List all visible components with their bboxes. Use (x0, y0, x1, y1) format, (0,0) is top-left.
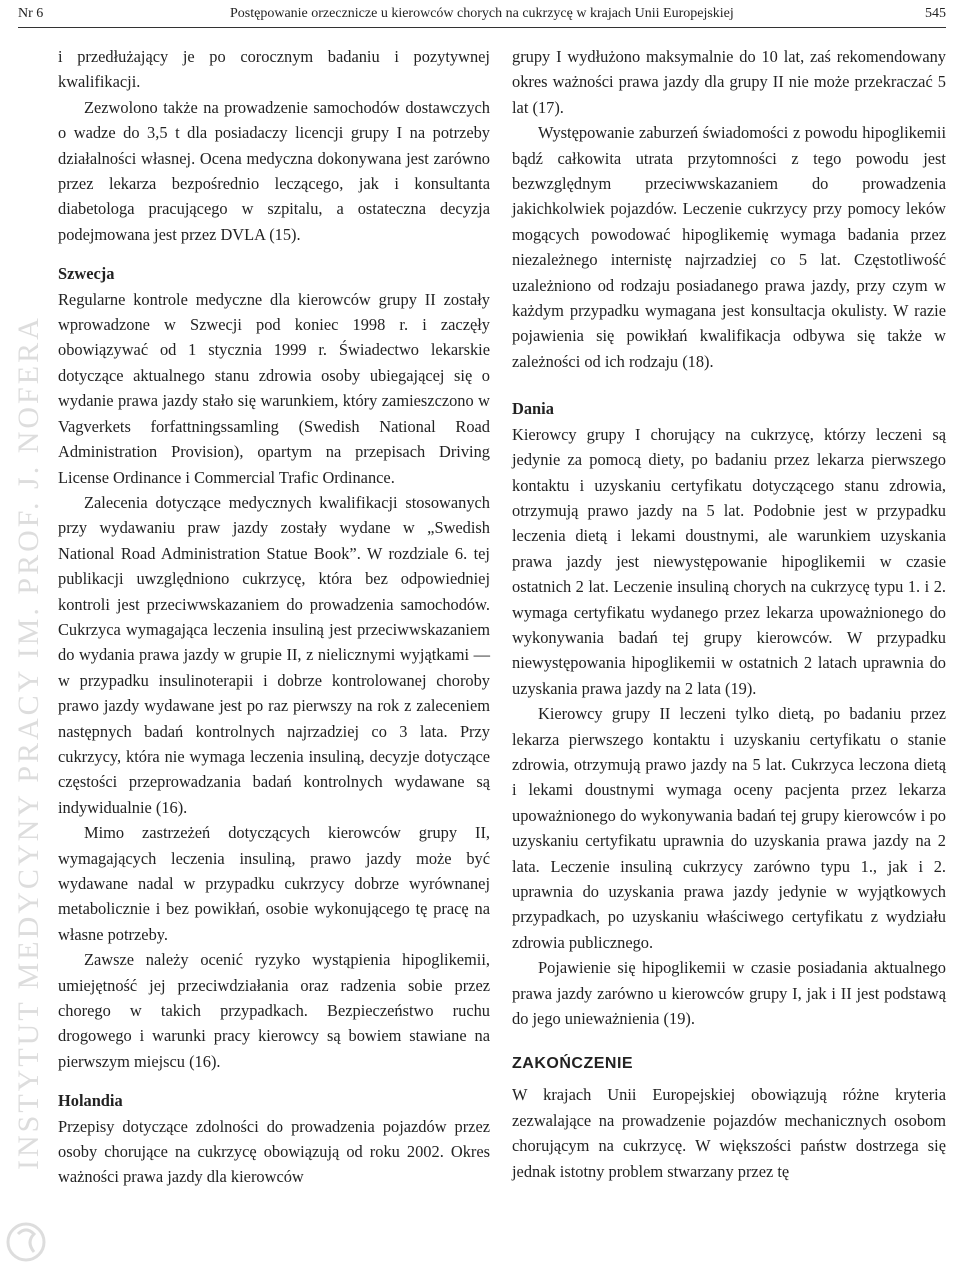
section-heading-szwecja: Szwecja (58, 264, 115, 284)
section-heading-holandia: Holandia (58, 1091, 123, 1111)
paragraph: Zalecenia dotyczące medycznych kwalifikacji stosowanych przy wydawaniu praw jazdy zostały wydane w „Swedish National Road Administration Statue Book”. W rozdziale 6. tej publikacji uwzględniono cukrzycę, która bez odpowiedniej kontroli jest przeciwwskazaniem do prowadzenia samochodów. Cukrzyca wymagająca leczenia insuliną jest przeciwwskazaniem do wydania prawa jazdy w grupie II, z nielicznymi wyjątkami — w przypadku insulinoterapii i dobrze kontrolowanej choroby prawo jazdy wydawane jest po raz pierwszy na rok z zaleceniem następnych badań kontrolnych najrzadziej co 3 lata. Przy cukrzycy, która nie wymaga leczenia insuliną, decyzje dotyczące częstości przeprowadzania badań kontrolnych wydawane są indywidualnie (16). (58, 492, 490, 817)
paragraph: Pojawienie się hipoglikemii w czasie posiadania aktualnego prawa jazdy zarówno u kierowców grupy I, jak i II jest podstawą do jego unieważnienia (19). (512, 958, 946, 1029)
section-heading-dania: Dania (512, 399, 554, 419)
paragraph: Zezwolono także na prowadzenie samochodów dostawczych o wadze do 3,5 t dla posiadaczy licencji grupy I na potrzeby działalności własnej. Ocena medyczna dokonywana jest zarówno przez lekarza bezpośrednio leczącego, jak i konsultanta diabetologa pracującego w szpitalu, a ostateczna decyzja podejmowana jest przez DVLA (15). (58, 97, 490, 244)
paragraph: i przedłużający je po corocznym badaniu i pozytywnej kwalifikacji. (58, 47, 490, 92)
running-title: Postępowanie orzecznicze u kierowców chorych na cukrzycę w krajach Unii Europejskiej (230, 6, 734, 21)
paragraph: W krajach Unii Europejskiej obowiązują różne kryteria zezwalające na prowadzenie pojazdów mechanicznych osobom chorującym na cukrzycę. W większości państw dostrzega się jednak istotny problem stwarzany przez tę (512, 1085, 946, 1181)
paragraph: grupy I wydłużono maksymalnie do 10 lat, zaś rekomendowany okres ważności prawa jazdy dla grupy II nie może przekraczać 5 lat (17). (512, 47, 946, 117)
paragraph: Występowanie zaburzeń świadomości z powodu hipoglikemii bądź całkowita utrata przytomności z tego powodu jest bezwzględnym przeciwwskazaniem do prowadzenia jakichkolwiek pojazdów. Leczenie cukrzycy przy pomocy leków mogących powodować hipoglikemię wymaga badania przez niezależnego internistę najrzadziej co 5 lat. Częstotliwość uzależniono od rodzaju posiadanego prawa jazdy, przy czym w każdym przypadku wymagana jest konsultacja okulisty. W razie pojawienia się powikłań kwalifikacja odbywa się także w zależności od ich rodzaju (18). (512, 123, 946, 371)
issue-number: Nr 6 (18, 6, 44, 21)
left-column (58, 44, 490, 1190)
watermark-text: INSTYTUT MEDYCYNY PRACY IM. PROF. J. NOFERA (12, 315, 45, 1170)
paragraph: Kierowcy grupy I chorujący na cukrzycę, którzy leczeni są jedynie za pomocą diety, po badaniu przez lekarza pierwszego kontaktu i uzyskaniu certyfikatu dotyczącego stanu zdrowia, otrzymują prawo jazdy na 5 lat. Podobnie jest w przypadku leczenia dietą i lekami doustnymi, ale warunkiem uzyskania prawa jazdy jest niewystępowanie hipoglikemii w czasie ostatnich 2 lat. Leczenie insuliną chorych na cukrzycę typu 1. i 2. wymaga certyfikatu wydanego przez lekarza upoważnionego do wykonywania badań tej grupy kierowców. W przypadku niewystępowania hipoglikemii w ostatnich 2 latach uprawnia do uzyskania prawa jazdy na 2 lata (19). (512, 424, 946, 698)
paragraph: Przepisy dotyczące zdolności do prowadzenia pojazdów przez osoby chorujące na cukrzycę obowiązują od roku 2002. Okres ważności prawa jazdy dla kierowców (58, 1116, 490, 1187)
header-rule (18, 27, 946, 28)
paragraph: Regularne kontrole medyczne dla kierowców grupy II zostały wprowadzone w Szwecji pod koniec 1998 r. i zaczęły obowiązywać od 1 stycznia 1999 r. Świadectwo lekarskie dotyczące aktualnego stanu zdrowia osoby ubiegającej się o wydanie prawa jazdy stało się warunkiem, który zamieszczono w Vagverkets forfattningssamling (Swedish National Road Administration Provision), opartym na przepisach Driving License Ordinance i Commercial Trafic Ordinance. (58, 289, 490, 487)
page-number: 545 (925, 6, 946, 21)
paragraph: Kierowcy grupy II leczeni tylko dietą, po badaniu przez lekarza pierwszego kontaktu i uzyskaniu certyfikatu o stanie zdrowia, otrzymują prawo jazdy na 5 lat. Cukrzyca leczona dietą i lekami doustnymi wymaga oceny pacjenta przez lekarza upoważnionego do wykonywania badań tej grupy kierowców i po uzyskaniu certyfikatu uprawnia do uzyskania prawa jazdy na 2 lata. Leczenie insuliną cukrzycy zarówno typu 1., jak i 2. uprawnia do uzyskania prawa jazdy jedynie w wyjątkowych przypadkach, po uzyskaniu właściwego certyfikatu z wydziału zdrowia publicznego. (512, 704, 946, 952)
section-heading-zakonczenie: ZAKOŃCZENIE (512, 1055, 634, 1073)
paragraph: Zawsze należy ocenić ryzyko wystąpienia hipoglikemii, umiejętność jej przeciwdziałania oraz radzenia sobie przez chorego w takich przypadkach. Bezpieczeństwo ruchu drogowego i warunki pracy kierowcy są bowiem stawiane na pierwszym miejscu (16). (58, 950, 490, 1071)
right-column (512, 44, 946, 1184)
paragraph: Mimo zastrzeżeń dotyczących kierowców grupy II, wymagających leczenia insuliną, prawo jazdy może być wydawane nadal w przypadku cukrzycy dobrze wyrównanej metabolicznie i bez powikłań, osobie wykonującego tę pracę na własne potrzeby. (58, 823, 490, 944)
institute-logo-icon (4, 1212, 48, 1272)
running-header (0, 0, 960, 28)
